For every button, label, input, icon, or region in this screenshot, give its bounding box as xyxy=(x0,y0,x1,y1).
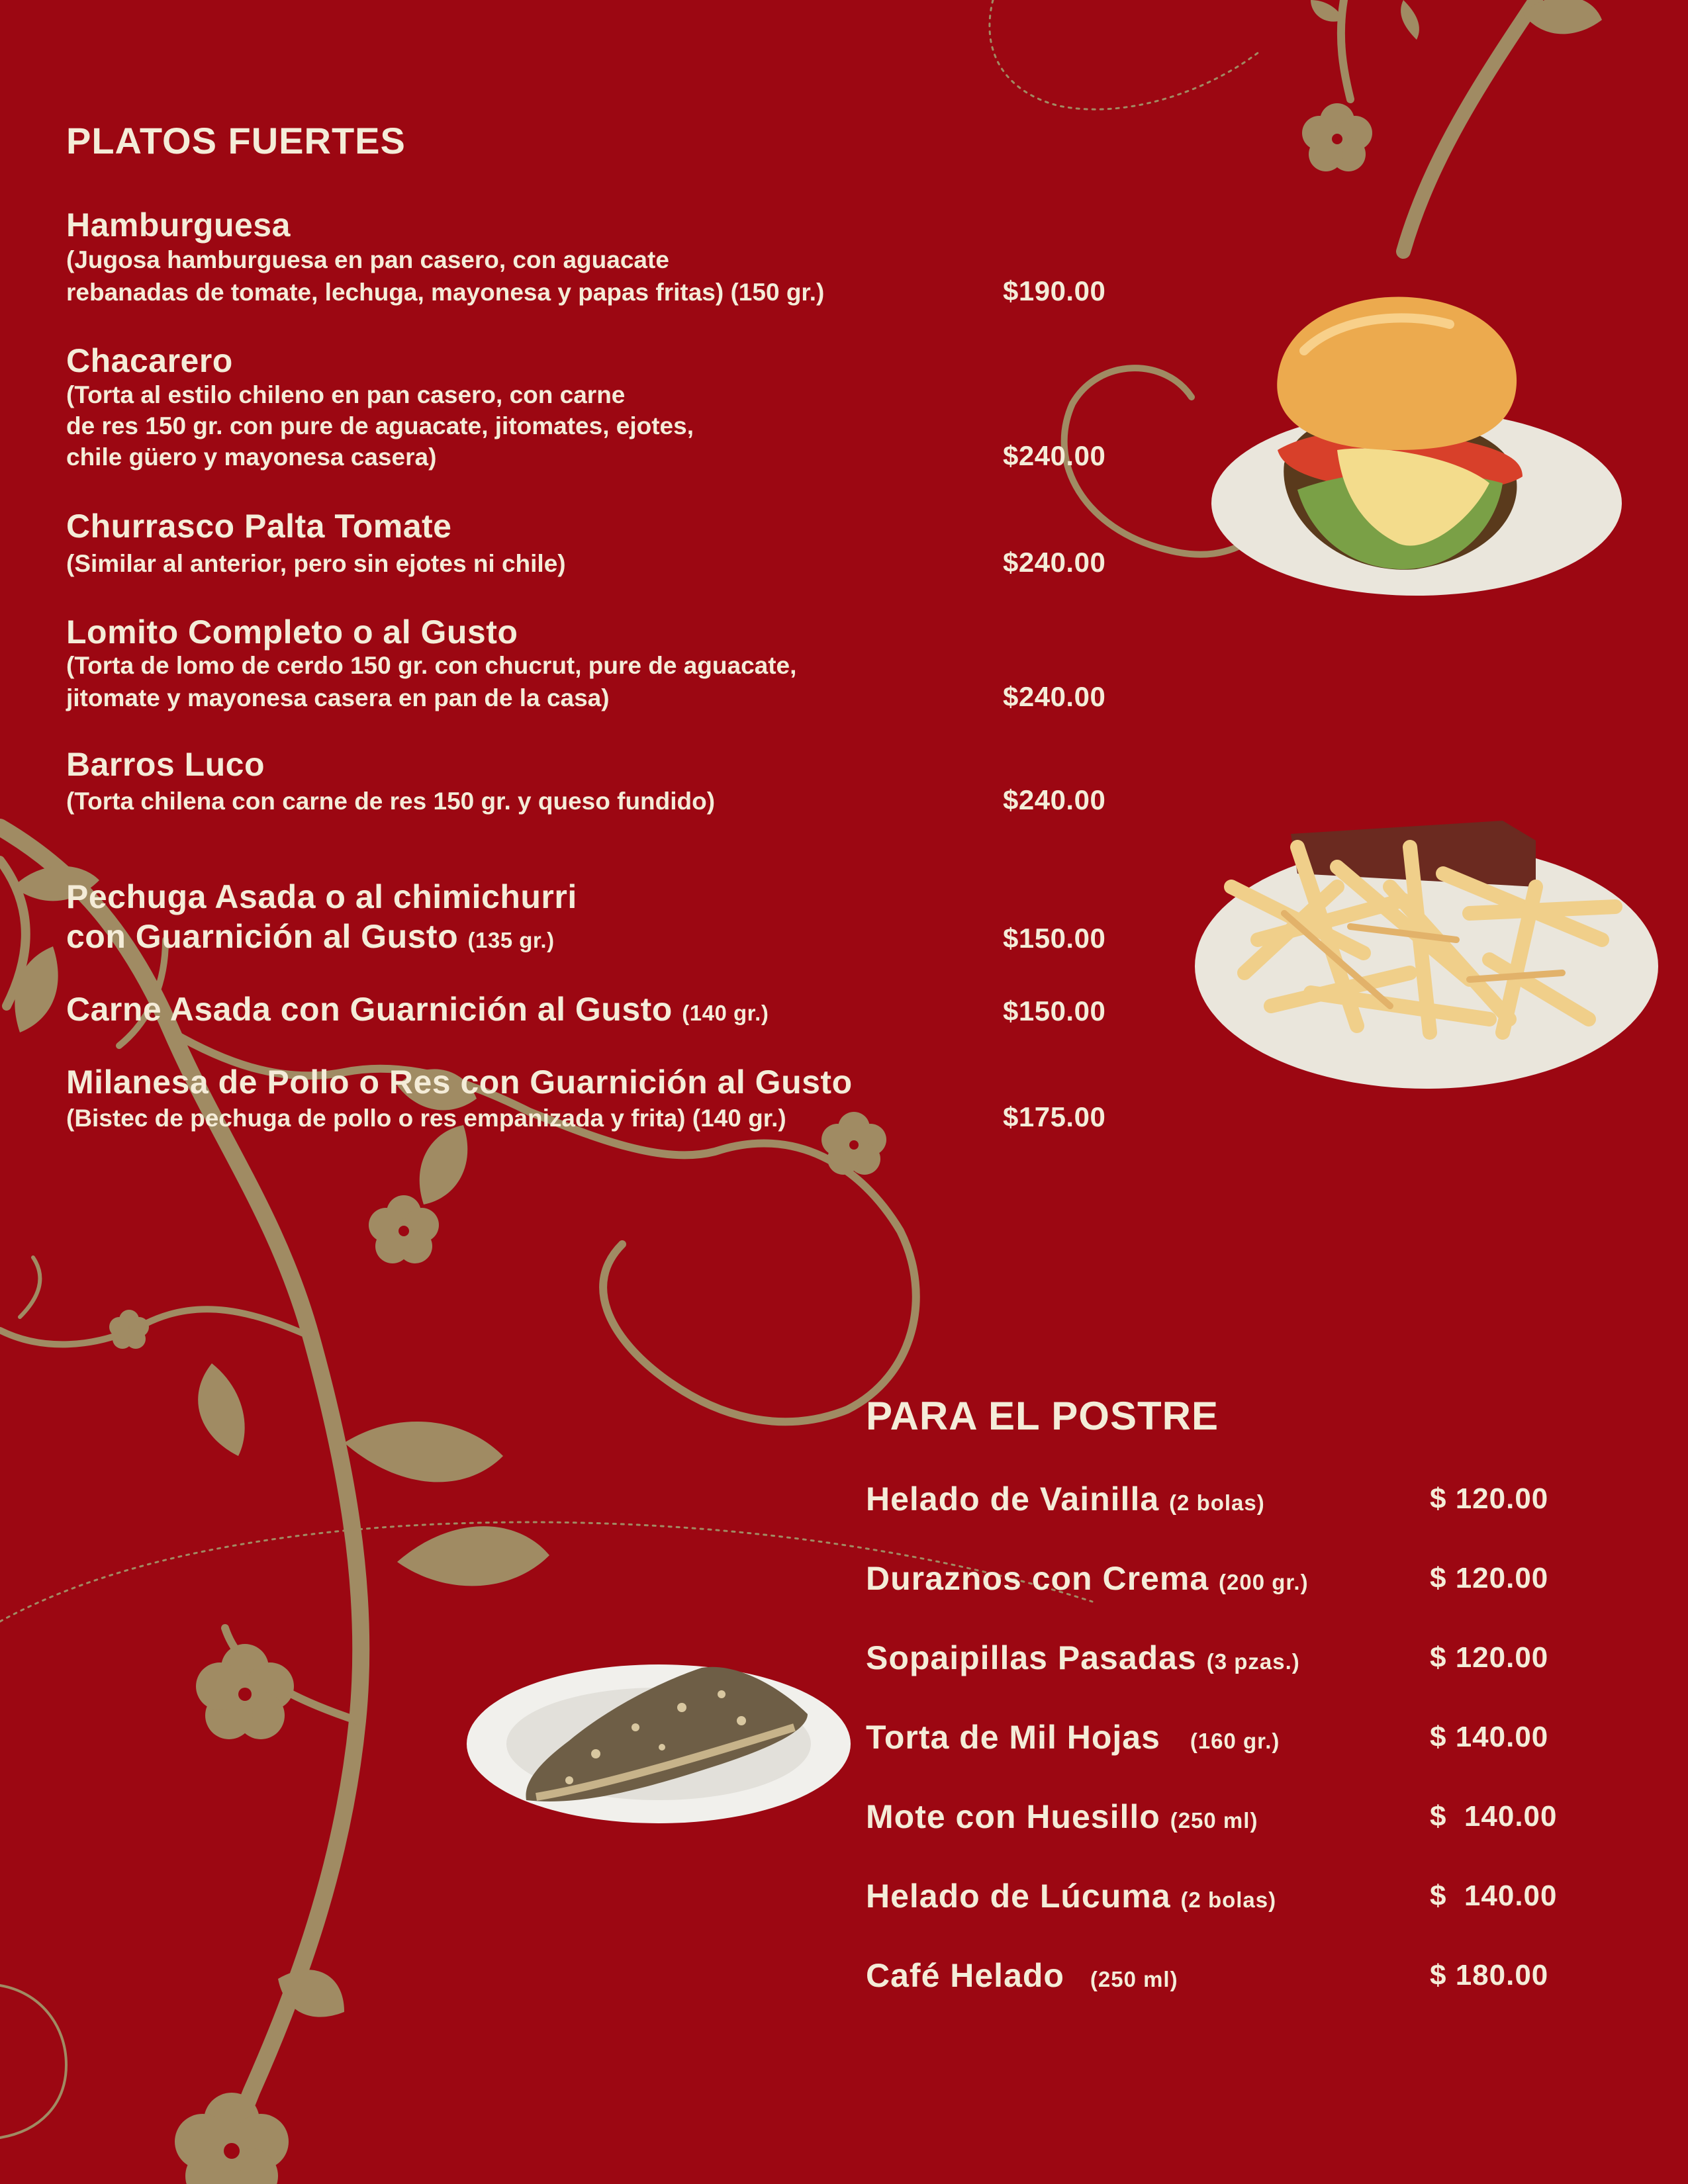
dessert-item-duraznos xyxy=(866,1559,1309,1602)
dessert-item-size: (3 pzas.) xyxy=(1206,1649,1300,1674)
dessert-item-mil-hojas xyxy=(866,1717,1280,1761)
item-chacarero-desc-line3: chile güero y mayonesa casera) xyxy=(66,443,437,471)
item-milanesa-desc-line1: (Bistec de pechuga de pollo o res empanizada y frita) (140 gr.) xyxy=(66,1105,786,1132)
mil-hojas-plate-image xyxy=(463,1655,854,1827)
item-barros-luco-name: Barros Luco xyxy=(66,746,265,783)
item-chacarero-desc-line1: (Torta al estilo chileno en pan casero, con carne xyxy=(66,381,626,408)
item-churrasco-price: $240.00 xyxy=(1003,547,1106,578)
item-pechuga-name-line1: Pechuga Asada o al chimichurri xyxy=(66,878,577,915)
dessert-section-title: PARA EL POSTRE xyxy=(866,1394,1219,1438)
dessert-item-name: Duraznos con Crema xyxy=(866,1560,1209,1597)
dessert-item-name: Torta de Mil Hojas xyxy=(866,1719,1160,1756)
main-section-title: PLATOS FUERTES xyxy=(66,120,406,161)
item-barros-luco-price: $240.00 xyxy=(1003,784,1106,815)
dessert-item-price: $ 120.00 xyxy=(1430,1562,1549,1594)
item-churrasco-name: Churrasco Palta Tomate xyxy=(66,508,452,545)
fries-plate-image xyxy=(1192,807,1662,1099)
item-lomito-desc-line2: jitomate y mayonesa casera en pan de la casa) xyxy=(66,684,610,711)
dessert-item-name: Sopaipillas Pasadas xyxy=(866,1639,1197,1676)
dessert-item-name: Helado de Lúcuma xyxy=(866,1878,1171,1915)
item-chacarero-price: $240.00 xyxy=(1003,440,1106,471)
dessert-item-cafe xyxy=(866,1956,1178,1999)
item-pechuga-price: $150.00 xyxy=(1003,923,1106,954)
dessert-item-size: (250 ml) xyxy=(1090,1967,1178,1991)
item-churrasco-desc-line1: (Similar al anterior, pero sin ejotes ni chile) xyxy=(66,550,566,577)
dessert-item-price: $ 140.00 xyxy=(1430,1800,1558,1833)
dessert-item-size: (2 bolas) xyxy=(1169,1490,1265,1515)
dessert-item-size: (160 gr.) xyxy=(1190,1729,1280,1753)
dessert-item-helado-vainilla xyxy=(866,1479,1265,1523)
item-chacarero-name: Chacarero xyxy=(66,342,233,379)
item-pechuga-name-line2 xyxy=(66,917,555,960)
dessert-item-sopaipillas xyxy=(866,1638,1300,1682)
item-milanesa-price: $175.00 xyxy=(1003,1101,1106,1132)
item-lomito-price: $240.00 xyxy=(1003,681,1106,712)
dessert-item-lucuma xyxy=(866,1876,1276,1920)
dessert-item-price: $ 120.00 xyxy=(1430,1641,1549,1674)
dessert-item-name: Café Helado xyxy=(866,1957,1064,1994)
item-carne-asada-name xyxy=(66,989,769,1033)
dessert-item-size: (250 ml) xyxy=(1170,1808,1258,1833)
item-barros-luco-desc-line1: (Torta chilena con carne de res 150 gr. y queso fundido) xyxy=(66,788,716,815)
hamburger-plate-image xyxy=(1205,291,1628,622)
item-lomito-desc-line1: (Torta de lomo de cerdo 150 gr. con chucrut, pure de aguacate, xyxy=(66,652,797,679)
item-carne-asada-price: $150.00 xyxy=(1003,995,1106,1026)
dessert-item-price: $ 180.00 xyxy=(1430,1959,1549,1991)
dessert-item-price: $ 120.00 xyxy=(1430,1482,1549,1515)
item-pechuga-name-text: con Guarnición al Gusto xyxy=(66,918,459,955)
item-carne-asada-name-text: Carne Asada con Guarnición al Gusto xyxy=(66,991,673,1028)
item-carne-asada-size: (140 gr.) xyxy=(682,1001,769,1025)
dessert-item-price: $ 140.00 xyxy=(1430,1880,1558,1912)
dessert-item-price: $ 140.00 xyxy=(1430,1721,1549,1753)
item-hamburguesa-name: Hamburguesa xyxy=(66,206,291,244)
item-hamburguesa-desc-line1: (Jugosa hamburguesa en pan casero, con aguacate xyxy=(66,246,669,273)
dessert-item-size: (2 bolas) xyxy=(1180,1888,1277,1912)
item-hamburguesa-desc-line2: rebanadas de tomate, lechuga, mayonesa y papas fritas) (150 gr.) xyxy=(66,279,825,306)
item-hamburguesa-price: $190.00 xyxy=(1003,275,1106,306)
dessert-item-name: Mote con Huesillo xyxy=(866,1798,1160,1835)
item-lomito-name: Lomito Completo o al Gusto xyxy=(66,614,518,651)
item-chacarero-desc-line2: de res 150 gr. con pure de aguacate, jitomates, ejotes, xyxy=(66,412,694,439)
item-pechuga-size: (135 gr.) xyxy=(467,928,555,952)
dessert-item-mote xyxy=(866,1797,1258,1841)
dessert-item-name: Helado de Vainilla xyxy=(866,1480,1160,1518)
item-milanesa-name: Milanesa de Pollo o Res con Guarnición al Gusto xyxy=(66,1064,853,1101)
dessert-item-size: (200 gr.) xyxy=(1219,1570,1309,1594)
